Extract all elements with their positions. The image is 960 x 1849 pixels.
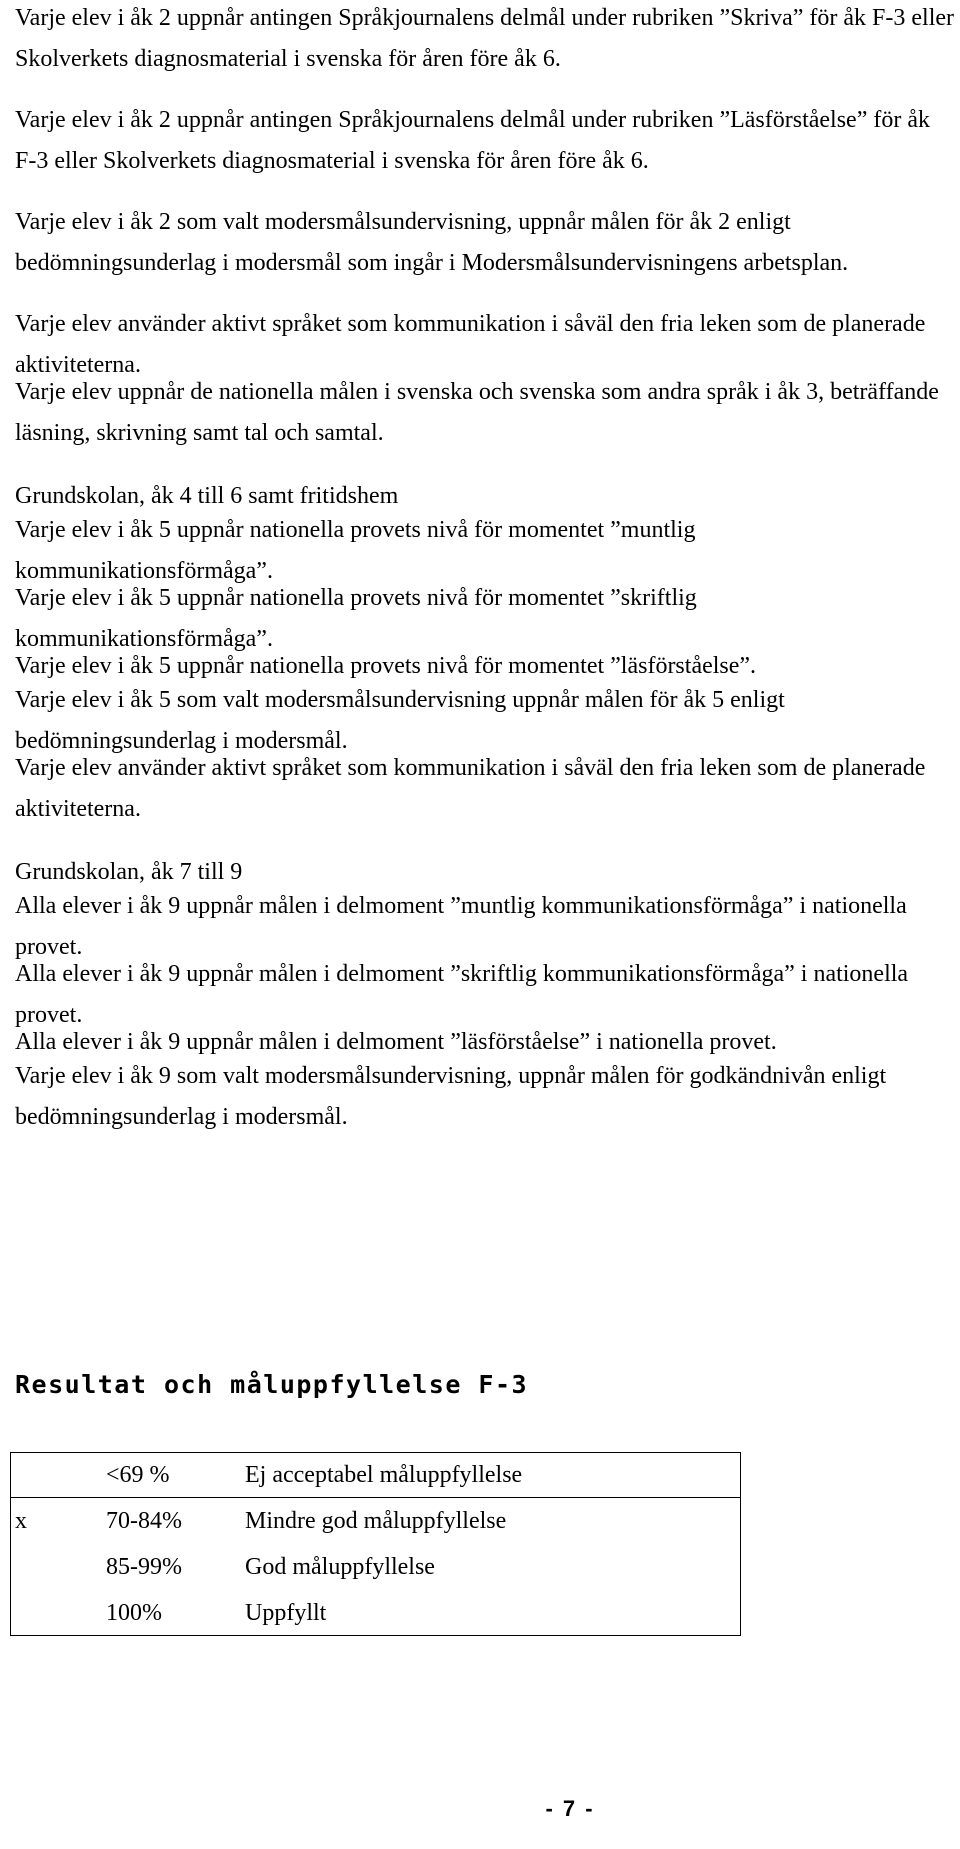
page-number: - 7 - <box>545 1796 595 1821</box>
paragraph-ak5-muntlig: Varje elev i åk 5 uppnår nationella provets nivå för momentet ”muntlig kommunikationsförmåga”. <box>15 517 696 584</box>
paragraph-ak9-muntlig: Alla elever i åk 9 uppnår målen i delmoment ”muntlig kommunikationsförmåga” i nationella provet. <box>15 893 907 960</box>
row-mark <box>10 1452 106 1498</box>
paragraph-ak5-lasforstaelse: Varje elev i åk 5 uppnår nationella provets nivå för momentet ”läsförståelse”. <box>15 653 757 679</box>
paragraph-ak9-lasforstaelse: Alla elever i åk 9 uppnår målen i delmoment ”läsförståelse” i nationella provet. <box>15 1029 777 1055</box>
row-mark: x <box>15 1507 27 1534</box>
row-range: 85-99% <box>106 1553 182 1580</box>
results-title: Resultat och måluppfyllelse F-3 <box>15 1370 529 1399</box>
paragraph-skriva-goal: Varje elev i åk 2 uppnår antingen Språkjournalens delmål under rubriken ”Skriva” för åk F-3 eller Skolverkets diagnosmaterial i svenska för åren före åk 6. <box>15 5 955 72</box>
table-row <box>10 1544 745 1590</box>
row-mark <box>10 1544 106 1590</box>
paragraph-modersmal-ak2-goal: Varje elev i åk 2 som valt modersmålsundervisning, uppnår målen för åk 2 enligt bedömningsunderlag i modersmål som ingår i Modersmålsundervisningens arbetsplan. <box>15 209 849 276</box>
row-range: 70-84% <box>106 1507 182 1534</box>
table-row <box>10 1498 745 1544</box>
row-label: Uppfyllt <box>245 1599 327 1626</box>
row-label: Ej acceptabel måluppfyllelse <box>245 1461 523 1488</box>
paragraph-ak9-skriftlig: Alla elever i åk 9 uppnår målen i delmoment ”skriftlig kommunikationsförmåga” i nationella provet. <box>15 961 909 1028</box>
paragraph-ak5-kommunikation: Varje elev använder aktivt språket som kommunikation i såväl den fria leken som de planerade aktiviteterna. <box>15 755 926 822</box>
row-range: <69 % <box>106 1461 170 1488</box>
paragraph-ak9-modersmal: Varje elev i åk 9 som valt modersmålsundervisning, uppnår målen för godkändnivån enligt bedömningsunderlag i modersmål. <box>15 1063 887 1130</box>
row-label: God måluppfyllelse <box>245 1553 435 1580</box>
results-table <box>10 1452 745 1636</box>
section-heading-ak4-6: Grundskolan, åk 4 till 6 samt fritidshem <box>15 483 399 509</box>
table-row <box>10 1590 745 1636</box>
paragraph-lasforstaelse-goal: Varje elev i åk 2 uppnår antingen Språkjournalens delmål under rubriken ”Läsförståelse” för åk F-3 eller Skolverkets diagnosmaterial i svenska för åren före åk 6. <box>15 107 930 174</box>
paragraph-sprak-kommunikation: Varje elev använder aktivt språket som kommunikation i såväl den fria leken som de planerade aktiviteterna. <box>15 311 926 378</box>
paragraph-ak5-modersmal: Varje elev i åk 5 som valt modersmålsundervisning uppnår målen för åk 5 enligt bedömningsunderlag i modersmål. <box>15 687 785 754</box>
paragraph-nationella-mal-ak3: Varje elev uppnår de nationella målen i svenska och svenska som andra språk i åk 3, beträffande läsning, skrivning samt tal och samtal. <box>15 379 939 446</box>
table-row <box>10 1452 745 1498</box>
section-heading-ak7-9: Grundskolan, åk 7 till 9 <box>15 859 243 885</box>
row-range: 100% <box>106 1599 162 1626</box>
row-label: Mindre god måluppfyllelse <box>245 1507 507 1534</box>
row-mark <box>10 1590 106 1636</box>
paragraph-ak5-skriftlig: Varje elev i åk 5 uppnår nationella provets nivå för momentet ”skriftlig kommunikationsförmåga”. <box>15 585 697 652</box>
